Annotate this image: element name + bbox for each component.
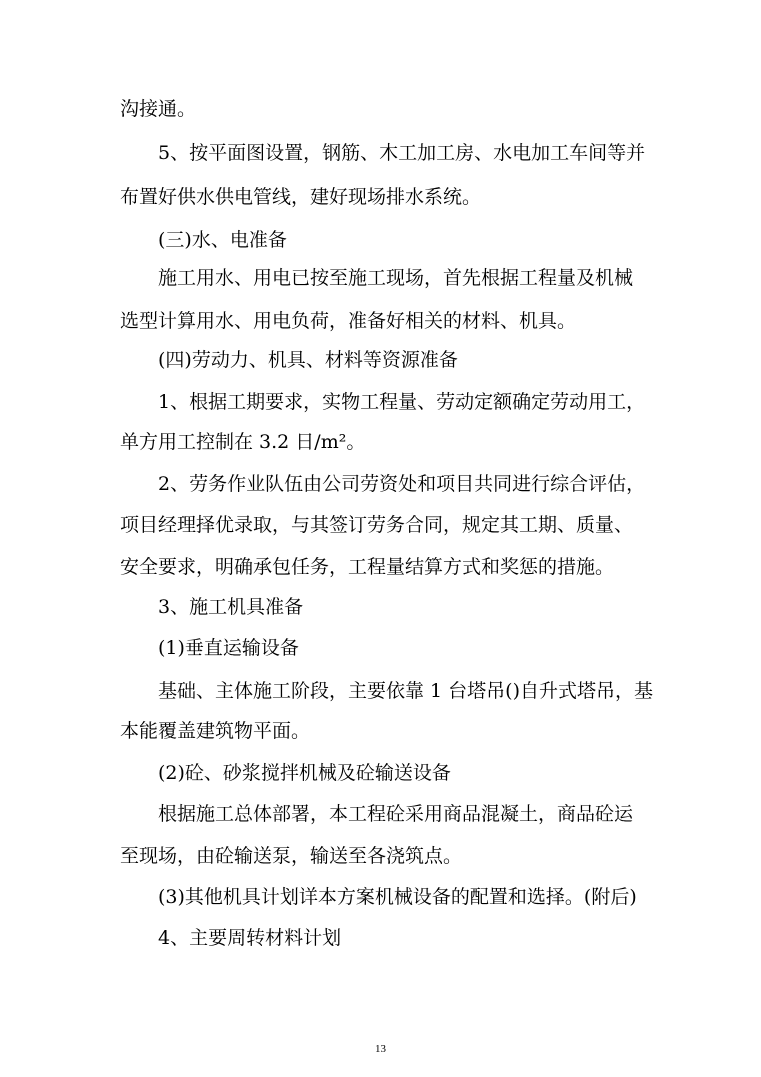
text-line: 沟接通。 [120,98,197,120]
subsection-heading: (2)砼、砂浆搅拌机械及砼输送设备 [158,762,451,784]
text-line: 安全要求，明确承包任务，工程量结算方式和奖惩的措施。 [120,556,615,578]
text-line: 项目经理择优录取，与其签订劳务合同，规定其工期、质量、 [120,514,634,536]
text-line: 2、劳务作业队伍由公司劳资处和项目共同进行综合评估， [158,473,646,495]
text-line: 基础、主体施工阶段，主要依靠 1 台塔吊()自升式塔吊，基 [158,680,653,702]
page-number: 13 [375,1043,386,1055]
text-line: 根据施工总体部署，本工程砼采用商品混凝土，商品砼运 [158,803,634,825]
section-heading: (三)水、电准备 [158,229,287,251]
text-line: 施工用水、用电已按至施工现场，首先根据工程量及机械 [158,267,634,289]
text-line: 至现场，由砼输送泵，输送至各浇筑点。 [120,845,463,867]
section-heading: 3、施工机具准备 [158,596,304,618]
section-heading: (四)劳动力、机具、材料等资源准备 [158,349,458,371]
text-line: 5、按平面图设置，钢筋、木工加工房、水电加工车间等并 [158,142,646,164]
text-line: 本能覆盖建筑物平面。 [120,720,311,742]
text-line: 布置好供水供电管线，建好现场排水系统。 [120,186,482,208]
text-line: 1、根据工期要求，实物工程量、劳动定额确定劳动用工， [158,391,646,413]
text-line: 单方用工控制在 3.2 日/m²。 [120,431,366,453]
section-heading: 4、主要周转材料计划 [158,927,342,949]
subsection-heading: (1)垂直运输设备 [158,637,299,659]
text-line: 选型计算用水、用电负荷，准备好相关的材料、机具。 [120,310,577,332]
text-line: (3)其他机具计划详本方案机械设备的配置和选择。(附后) [158,886,637,908]
